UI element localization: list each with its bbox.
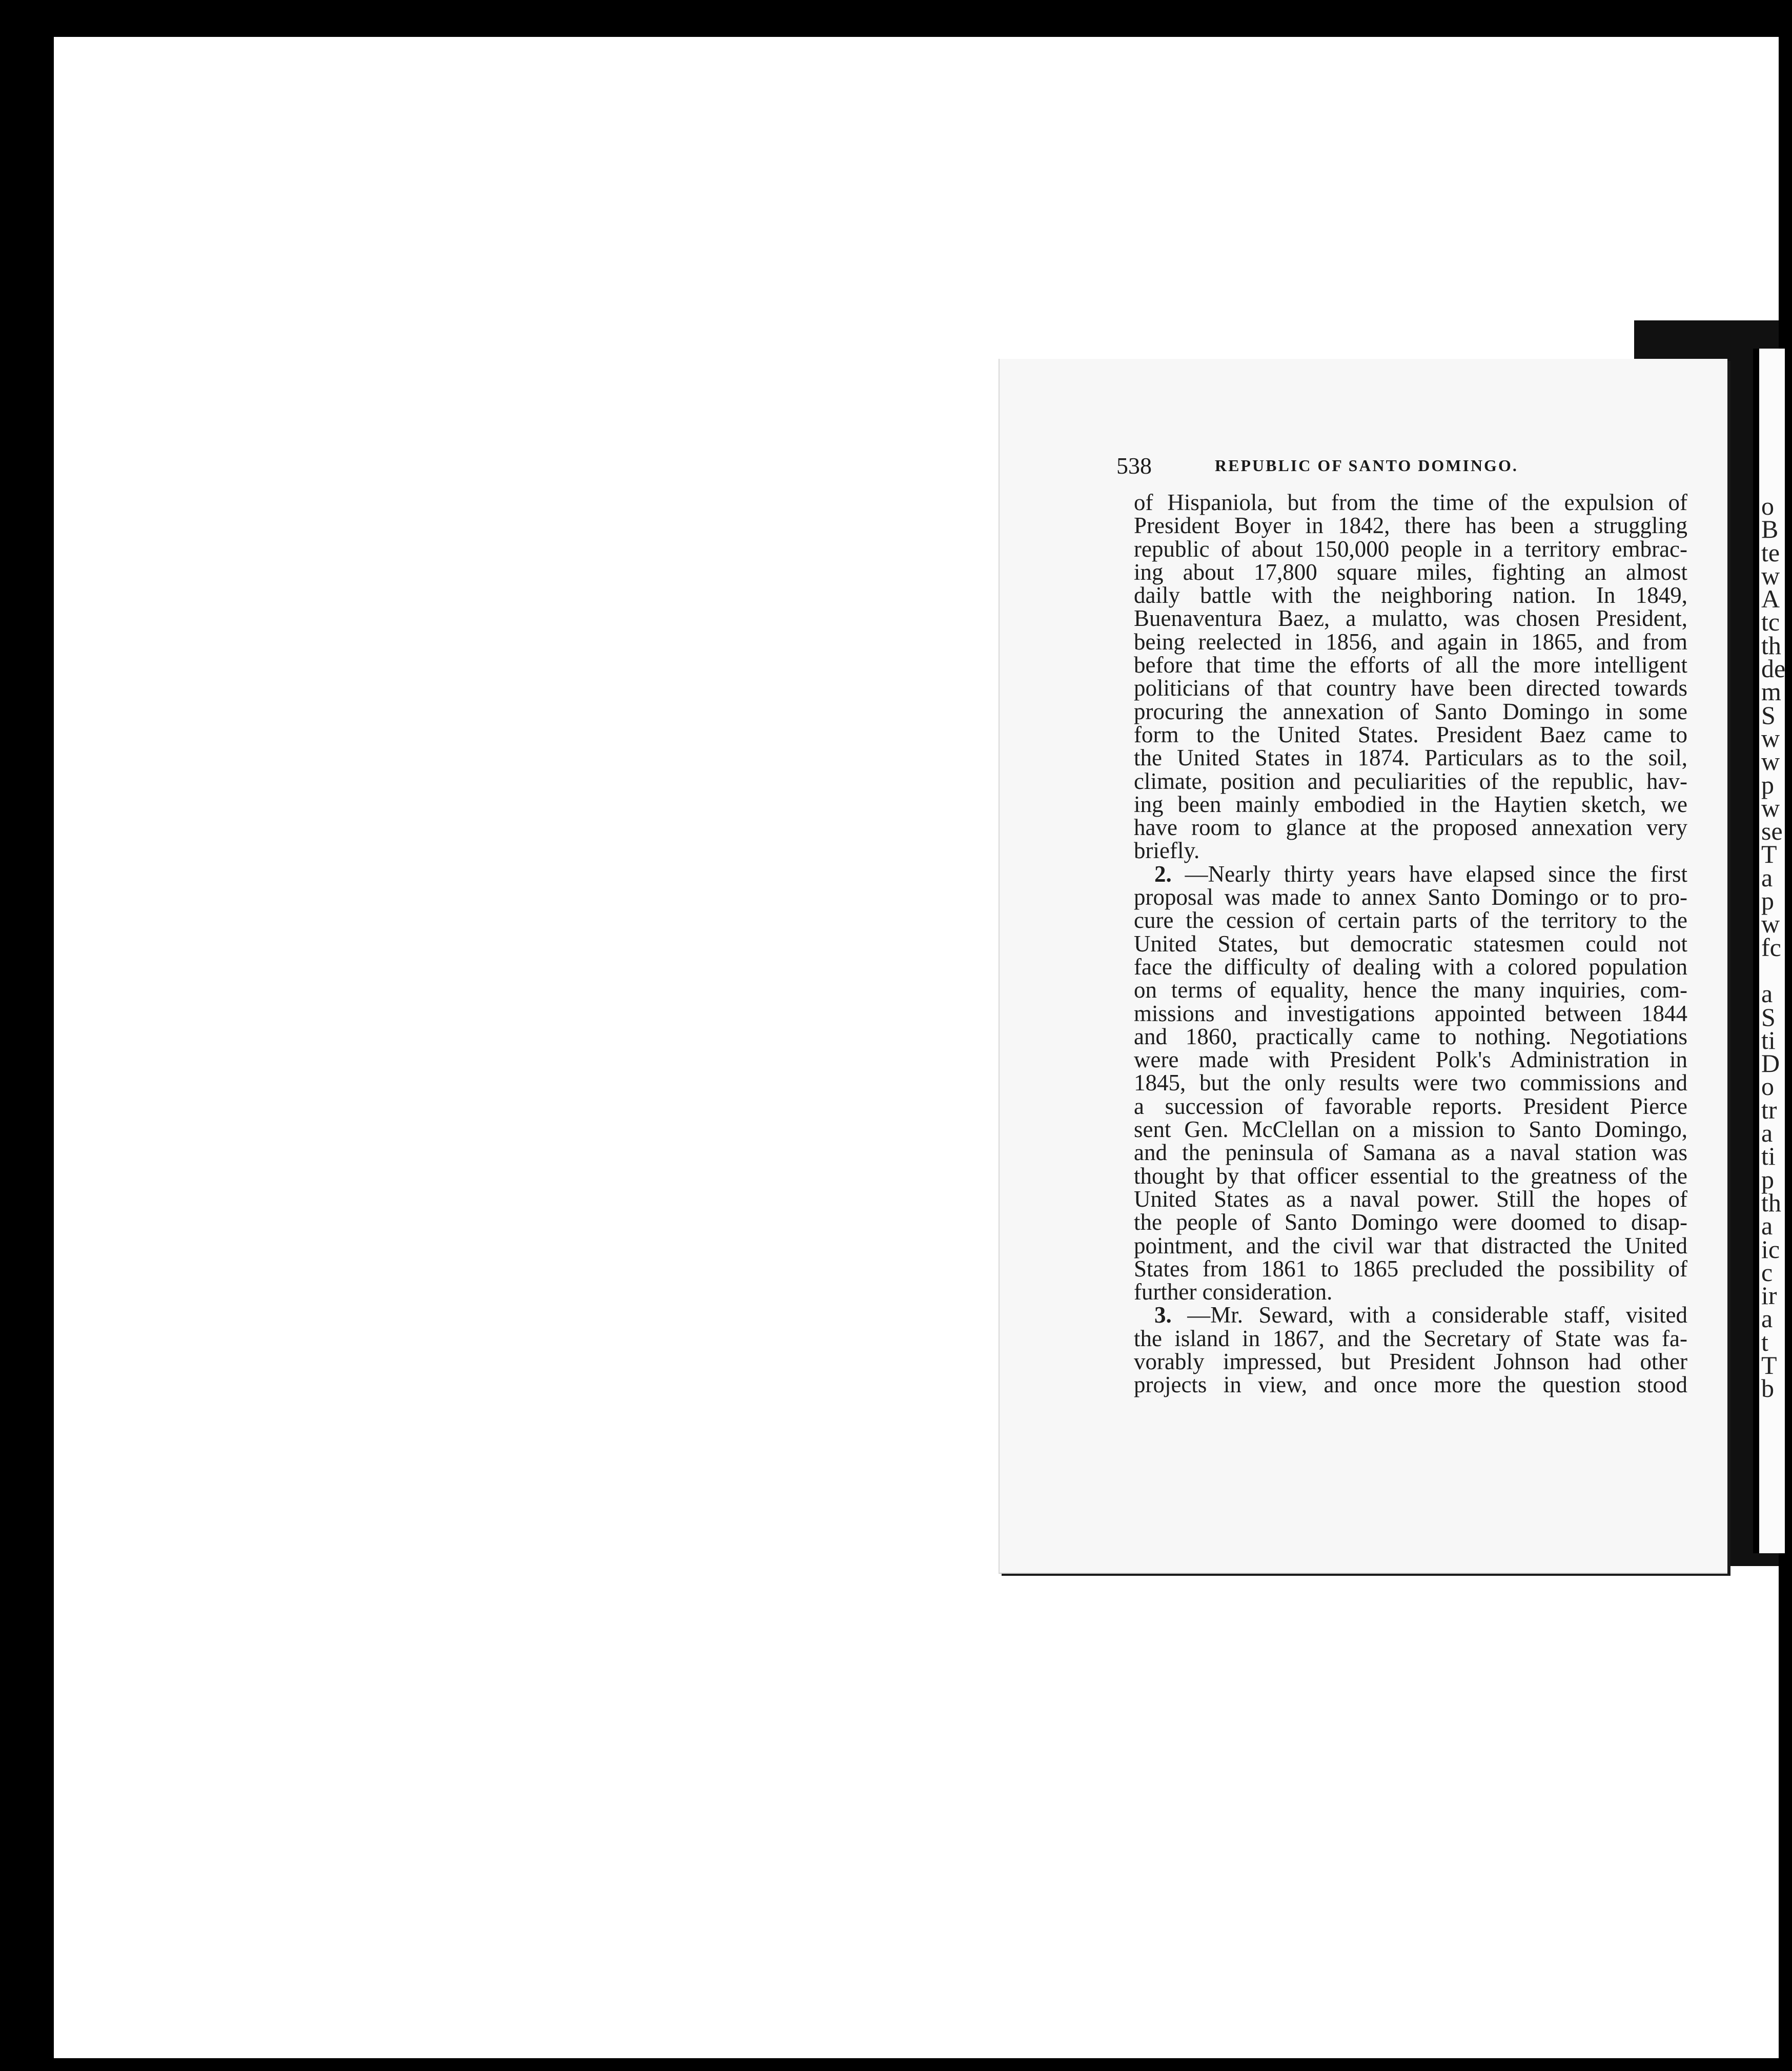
line-text: were made with President Polk's Administration in: [1134, 1047, 1687, 1073]
line-text: procuring the annexation of Santo Domingo in some: [1134, 698, 1687, 724]
facing-page-fragment: T: [1761, 1350, 1777, 1379]
text-line: [1134, 584, 1687, 607]
text-line: [1134, 839, 1687, 862]
text-line: [1134, 816, 1687, 839]
text-line: [1134, 863, 1687, 886]
text-line: [1134, 886, 1687, 909]
facing-page-fragment: p: [1761, 770, 1774, 799]
line-text: a succession of favorable reports. President Pierce: [1134, 1093, 1687, 1119]
line-text: form to the United States. President Baez came to: [1134, 721, 1687, 747]
facing-page-fragment: w: [1761, 723, 1780, 753]
facing-page-fragment: m: [1761, 677, 1781, 706]
text-line: [1134, 793, 1687, 816]
text-line: [1134, 1257, 1687, 1281]
facing-page-fragment: p: [1761, 1165, 1774, 1194]
text-line: [1134, 746, 1687, 769]
line-text: on terms of equality, hence the many inquiries, com-: [1134, 977, 1687, 1003]
line-text: politicians of that country have been directed towards: [1134, 675, 1687, 701]
line-text: of Hispaniola, but from the time of the expulsion of: [1134, 490, 1687, 515]
line-text: pointment, and the civil war that distracted the United: [1134, 1232, 1687, 1258]
facing-page-fragment: o: [1761, 492, 1774, 520]
facing-page-fragment: B: [1761, 515, 1779, 544]
facing-page-fragment: tc: [1761, 607, 1780, 637]
text-line: [1134, 1234, 1687, 1257]
facing-page-fragment: a: [1761, 863, 1773, 892]
line-text: —Mr. Seward, with a considerable staff, visited: [1171, 1302, 1687, 1328]
text-line: [1134, 1165, 1687, 1188]
text-line: [1134, 654, 1687, 677]
body-text: [1134, 491, 1687, 1397]
text-line: [1134, 514, 1687, 537]
line-text: the people of Santo Domingo were doomed to disap-: [1134, 1209, 1687, 1235]
text-line: [1134, 491, 1687, 514]
text-line: [1134, 979, 1687, 1002]
line-text: President Boyer in 1842, there has been a struggling: [1134, 513, 1687, 539]
facing-page-fragment: o: [1761, 1072, 1774, 1101]
text-line: [1134, 1188, 1687, 1211]
facing-page-fragment: th: [1761, 631, 1781, 660]
text-line: [1134, 723, 1687, 746]
page-header: [1116, 452, 1680, 478]
line-text: further consideration.: [1134, 1279, 1333, 1305]
text-line: [1134, 628, 1687, 655]
text-line: [1134, 953, 1687, 980]
line-text: the island in 1867, and the Secretary of State was fa-: [1134, 1325, 1687, 1351]
line-text: before that time the efforts of all the more intelligent: [1134, 652, 1687, 678]
line-text: the United States in 1874. Particulars as to the soil,: [1134, 745, 1687, 771]
text-line: [1134, 1025, 1687, 1048]
text-line: [1134, 538, 1687, 561]
facing-page-fragments: [1761, 492, 1792, 1403]
page-number: 538: [1116, 453, 1152, 479]
facing-page-fragment: t: [1761, 1327, 1768, 1356]
text-line: [1134, 677, 1687, 700]
facing-page-fragment: a: [1761, 979, 1773, 1008]
book-page: [999, 359, 1727, 1574]
facing-page-fragment: S: [1761, 700, 1776, 729]
facing-page-fragment: w: [1761, 909, 1780, 939]
line-text: have room to glance at the proposed annexation very: [1134, 815, 1687, 841]
text-line: [1134, 1350, 1687, 1373]
facing-page-fragment: w: [1761, 747, 1780, 776]
line-text: cure the cession of certain parts of the territory to the: [1134, 907, 1687, 933]
facing-page-fragment: de: [1761, 654, 1786, 683]
facing-page-fragment: p: [1761, 886, 1774, 916]
facing-page-fragment: S: [1761, 1002, 1776, 1031]
facing-page-fragment: w: [1761, 561, 1780, 590]
line-text: face the difficulty of dealing with a colored population: [1134, 953, 1687, 980]
facing-page-fragment: ti: [1761, 1142, 1776, 1171]
film-edge-bottom: [0, 2058, 1779, 2071]
text-line: [1134, 561, 1687, 584]
line-text: republic of about 150,000 people in a territory embrac-: [1134, 536, 1687, 562]
facing-page-edge: [1753, 349, 1785, 1553]
line-text: —Nearly thirty years have elapsed since the first: [1171, 861, 1687, 887]
facing-page-fragment: c: [1761, 1257, 1773, 1287]
text-line: [1134, 932, 1687, 956]
text-line: [1134, 1048, 1687, 1071]
line-text: and 1860, practically came to nothing. Negotiations: [1134, 1023, 1687, 1049]
running-head: REPUBLIC OF SANTO DOMINGO.: [1215, 456, 1518, 475]
text-line: [1134, 1211, 1687, 1234]
text-line: [1134, 1141, 1687, 1164]
facing-page-fragment: w: [1761, 793, 1780, 822]
text-line: [1134, 1071, 1687, 1094]
line-text: missions and investigations appointed between 1844: [1134, 1000, 1687, 1026]
text-line: [1134, 770, 1687, 793]
line-text: sent Gen. McClellan on a mission to Santo Domingo,: [1134, 1116, 1687, 1143]
facing-page-fragment: A: [1761, 584, 1780, 614]
text-line: [1134, 1304, 1687, 1327]
line-text: vorably impressed, but President Johnson had other: [1134, 1348, 1687, 1374]
line-text: projects in view, and once more the question stood: [1134, 1372, 1687, 1398]
line-text: climate, position and peculiarities of the republic, hav-: [1134, 768, 1687, 794]
text-line: [1134, 1002, 1687, 1025]
facing-page-fragment: ic: [1761, 1234, 1780, 1264]
facing-page-fragment: se: [1761, 817, 1783, 846]
paragraph-number: 3.: [1154, 1302, 1172, 1328]
text-line: [1134, 607, 1687, 630]
facing-page-fragment: tr: [1761, 1095, 1777, 1124]
text-line: [1134, 700, 1687, 723]
line-text: United States, but democratic statesmen could not: [1134, 930, 1687, 957]
facing-page-fragment: fc: [1761, 932, 1781, 962]
text-line: [1134, 1327, 1687, 1350]
line-text: thought by that officer essential to the greatness of the: [1134, 1163, 1687, 1189]
facing-page-fragment: a: [1761, 1119, 1773, 1148]
facing-page-fragment: ir: [1761, 1281, 1777, 1310]
text-line: [1134, 1118, 1687, 1141]
facing-page-fragment: T: [1761, 840, 1777, 869]
line-text: ing been mainly embodied in the Haytien sketch, we: [1134, 791, 1687, 817]
line-text: daily battle with the neighboring nation. In 1849,: [1134, 582, 1687, 608]
line-text: being reelected in 1856, and again in 1865, and from: [1134, 628, 1687, 655]
line-text: 1845, but the only results were two commissions and: [1134, 1070, 1687, 1096]
facing-page-fragment: te: [1761, 538, 1780, 567]
line-text: briefly.: [1134, 838, 1200, 864]
text-line: [1134, 909, 1687, 932]
text-line: [1134, 1095, 1687, 1118]
facing-page-fragment: a: [1761, 1211, 1773, 1241]
line-text: and the peninsula of Samana as a naval station was: [1134, 1140, 1687, 1166]
facing-page-fragment: ti: [1761, 1025, 1776, 1054]
line-text: proposal was made to annex Santo Domingo or to pro-: [1134, 884, 1687, 910]
facing-page-fragment: b: [1761, 1374, 1774, 1403]
line-text: United States as a naval power. Still the hopes of: [1134, 1186, 1687, 1212]
line-text: ing about 17,800 square miles, fighting an almost: [1134, 559, 1687, 585]
facing-page-fragment: a: [1761, 1304, 1773, 1333]
text-line: [1134, 1281, 1687, 1304]
line-text: States from 1861 to 1865 precluded the possibility of: [1134, 1255, 1687, 1282]
line-text: Buenaventura Baez, a mulatto, was chosen President,: [1134, 605, 1687, 632]
facing-page-fragment: D: [1761, 1049, 1780, 1078]
paragraph-number: 2.: [1154, 861, 1172, 887]
text-line: [1134, 1373, 1687, 1396]
facing-page-fragment: th: [1761, 1188, 1781, 1217]
